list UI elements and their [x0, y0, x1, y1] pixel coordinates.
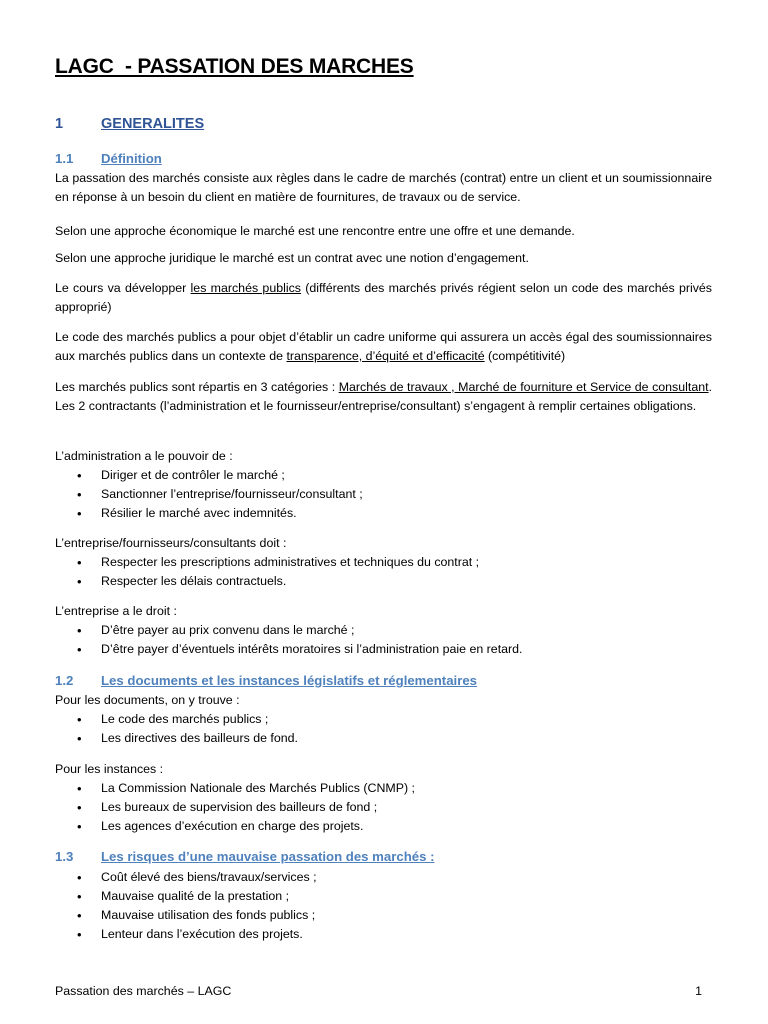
list-item: • Résilier le marché avec indemnités.: [77, 506, 297, 521]
section-1-2-title: Les documents et les instances législatifs et réglementaires: [101, 673, 477, 688]
list-item: • Les bureaux de supervision des bailleurs de fond ;: [77, 800, 378, 815]
transparency-term: transparence, d’équité et d’efficacité: [286, 349, 485, 363]
section-1-2-number: 1.2: [55, 673, 74, 688]
public-code-paragraph: [55, 328, 712, 366]
course-scope-text-b: (différents des marchés privés régient selon un code des marchés privés approprié): [55, 281, 713, 314]
definition-paragraph: La passation des marchés consiste aux règles dans le cadre de marchés (contrat) entre un client et un soumissionnaire en réponse à un besoin du client en matière de fournitures, de travaux ou de service.: [55, 171, 712, 204]
entreprise-rights-list: [55, 621, 522, 659]
entreprise-rights-intro: L’entreprise a le droit :: [55, 604, 177, 618]
course-scope-text-a: Le cours va développer: [55, 281, 191, 295]
list-item: • Lenteur dans l’exécution des projets.: [77, 927, 303, 942]
admin-powers-intro: L’administration a le pouvoir de :: [55, 449, 233, 463]
document-title: LAGC - PASSATION DES MARCHES: [55, 55, 414, 78]
categories-paragraph: [55, 378, 712, 416]
list-item: • Mauvaise utilisation des fonds publics ;: [77, 908, 316, 923]
footer-text: Passation des marchés – LAGC: [55, 984, 232, 998]
categories-text-a: Les marchés publics sont répartis en 3 catégories :: [55, 380, 339, 394]
bullet-icon: •: [77, 908, 82, 923]
list-item: • Le code des marchés publics ;: [77, 712, 269, 727]
bullet-icon: •: [77, 487, 82, 502]
list-item: • Coût élevé des biens/travaux/services ;: [77, 870, 317, 885]
bullet-icon: •: [77, 800, 82, 815]
market-categories-term: Marchés de travaux , Marché de fourniture et Service de consultant: [338, 380, 709, 394]
list-item: • Sanctionner l’entreprise/fournisseur/consultant ;: [77, 487, 363, 502]
list-item: • Mauvaise qualité de la prestation ;: [77, 889, 290, 904]
section-1-heading: [55, 116, 204, 132]
bullet-icon: •: [77, 712, 82, 727]
risks-list: [55, 868, 317, 944]
section-1-3-title: Les risques d’une mauvaise passation des marchés :: [101, 849, 435, 864]
section-1-1-heading: [55, 151, 162, 166]
course-scope-paragraph: [55, 279, 712, 317]
list-item: • Les agences d’exécution en charge des projets.: [77, 819, 364, 834]
section-1-1-title: Définition: [101, 151, 162, 166]
economic-approach-paragraph: Selon une approche économique le marché est une rencontre entre une offre et une demande.: [55, 224, 575, 238]
bullet-icon: •: [77, 819, 82, 834]
section-1-number: 1: [55, 116, 64, 132]
bullet-icon: •: [77, 870, 82, 885]
list-item: • D’être payer au prix convenu dans le marché ;: [77, 623, 355, 638]
bullet-icon: •: [77, 506, 82, 521]
public-markets-term: les marchés publics: [190, 281, 301, 295]
categories-text-b: . Les 2 contractants (l’administration et le fournisseur/entreprise/consultant) s’engagent à remplir certaines obligations.: [55, 380, 713, 413]
page-number: 1: [695, 984, 702, 998]
list-item: • Respecter les délais contractuels.: [77, 574, 287, 589]
section-1-3-heading: [55, 849, 435, 864]
bullet-icon: •: [77, 468, 82, 483]
bullet-icon: •: [77, 623, 82, 638]
list-item: • Diriger et de contrôler le marché ;: [77, 468, 285, 483]
entreprise-duties-intro: L’entreprise/fournisseurs/consultants doit :: [55, 536, 287, 550]
bullet-icon: •: [77, 781, 82, 796]
section-1-title: GENERALITES: [101, 116, 205, 132]
admin-powers-list: [55, 466, 363, 523]
instances-list: [55, 779, 415, 836]
bullet-icon: •: [77, 927, 82, 942]
bullet-icon: •: [77, 555, 82, 570]
bullet-icon: •: [77, 889, 82, 904]
list-item: • La Commission Nationale des Marchés Publics (CNMP) ;: [77, 781, 416, 796]
documents-list: [55, 710, 298, 748]
entreprise-duties-list: [55, 553, 479, 591]
legal-approach-paragraph: Selon une approche juridique le marché est un contrat avec une notion d’engagement.: [55, 251, 529, 265]
bullet-icon: •: [77, 731, 82, 746]
instances-intro: Pour les instances :: [55, 762, 164, 776]
section-1-3-number: 1.3: [55, 849, 74, 864]
documents-intro: Pour les documents, on y trouve :: [55, 693, 240, 707]
list-item: • Respecter les prescriptions administratives et techniques du contrat ;: [77, 555, 480, 570]
list-item: • D’être payer d’éventuels intérêts moratoires si l’administration paie en retard.: [77, 642, 523, 657]
public-code-text-b: (compétitivité): [484, 349, 566, 363]
public-code-text-a: Le code des marchés publics a pour objet d’établir un cadre uniforme qui assurera un accès égal des soumissionnaires aux marchés publics dans un contexte de: [55, 330, 712, 363]
section-1-1-number: 1.1: [55, 151, 74, 166]
bullet-icon: •: [77, 642, 82, 657]
bullet-icon: •: [77, 574, 82, 589]
list-item: • Les directives des bailleurs de fond.: [77, 731, 298, 746]
document-page: [55, 0, 712, 1024]
section-1-2-heading: [55, 673, 477, 688]
